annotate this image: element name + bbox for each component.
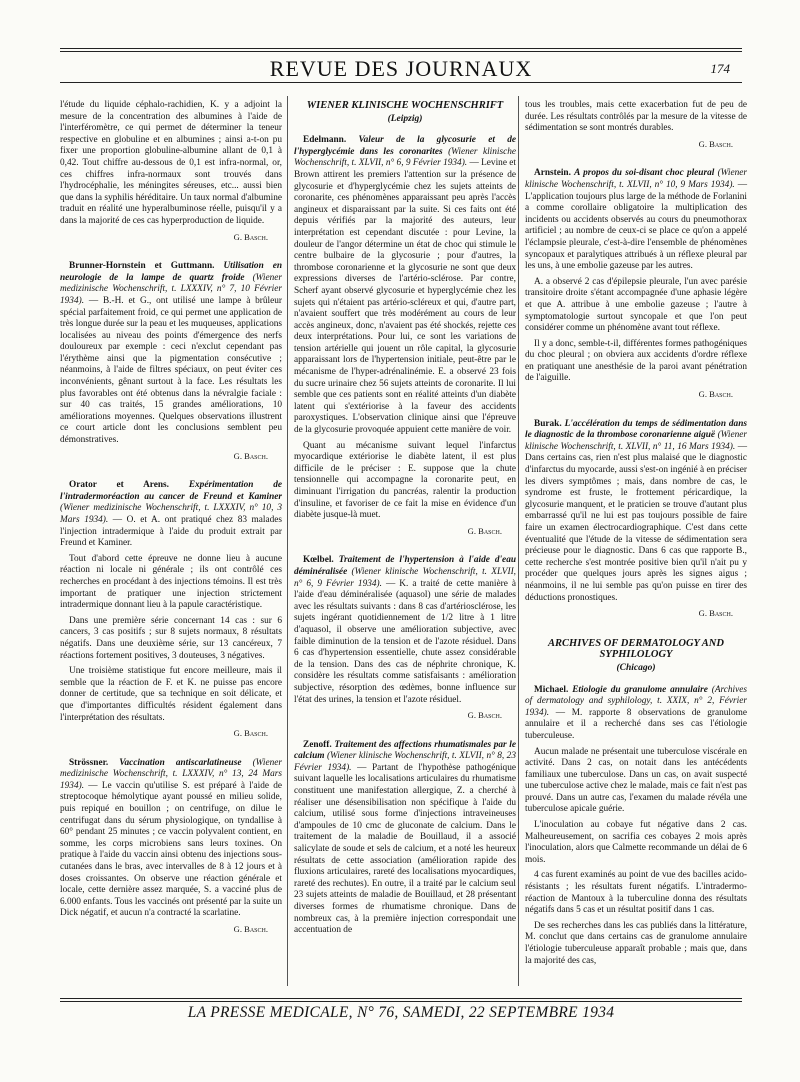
paragraph: Dans une première série concernant 14 cas : sur 6 cancers, 3 cas positifs ; sur 8 sujets normaux, 8 résultats négatifs. Dans une deuxième série, sur 13 cancéreux, 7 réactions fortement positives, 3 douteuses, 3 négatives.: [60, 615, 282, 661]
author-signature: G. Basch.: [233, 450, 268, 461]
author-signature: G. Basch.: [233, 924, 268, 934]
article-reference: (Wiener klinische Wochenschrift, t. XLVII, n° 10, 9 Mars 1934).: [525, 168, 747, 190]
page-footer: [60, 996, 742, 1022]
article-lead: [60, 480, 282, 550]
article-lead: [294, 555, 516, 706]
article-lead: [294, 740, 516, 937]
paragraph: l'étude du liquide céphalo-rachidien, K. y a adjoint la mesure de la concentration des albumines à l'aide de l'interféromètre, ce qui permet de déterminer la teneur respective en globuline et en albumines ; ainsi a-t-on pu fixer une proportion globuline-albumine allant de 0,1 à 0,42. Tout chiffre au-dessous de 0,1 est infra-normal, or, ces chiffres infra-normaux sont trouvés dans l'hydrocéphalie, les méningites séreuses, etc... aussi bien que dans la syphilis héréditaire. Un taux normal d'albumine traduit en réalité une hyperalbuminose réelle, puisqu'il y a dans la majorité de ces cas hyperproduction de liquide.: [60, 100, 282, 226]
article-title: Expérimentation de l'intradermoréaction au cancer de Freund et Kaminer: [60, 480, 283, 502]
article-burak: [525, 419, 747, 620]
author-signature: G. Basch.: [467, 525, 502, 536]
article-body: — Dans certains cas, rien n'est plus malaisé que le diagnostic d'infarctus du myocarde, aussi s'est-on ingénié à en préciser les divers symptômes ; mais, dans nombre de cas, le syndrome est fruste, le frottement péricardique, la glycosurie manquent, et le praticien se trouve d'autant plus embarrassé qu'il ne lui est pas toujours possible de faire faire un examen électrocardiographique. C'est dans cette éventualité que l'étude de la vitesse de sédimentation sera précieuse pour le diagnostic. Dans 6 cas que rapporte B., cette recherche s'est montrée positive bien qu'il n'ait pu y procéder que quelques jours après les signes aigus ; néanmoins, il ne lui semble pas qu'on puisse en tirer des déductions pronostiques.: [525, 441, 748, 603]
article-title: Traitement de l'hypertension à l'aide d'eau déminéralisée: [294, 555, 517, 577]
article-strossner: [60, 758, 282, 936]
paragraph: 4 cas furent examinés au point de vue des bacilles acido-résistants ; les résultats furent négatifs. L'intradermo-réaction de Mantoux à la tuberculine donna des résultats négatifs dans 5 cas et un résultat positif dans 1 cas.: [525, 870, 747, 916]
article-arnstein: [525, 168, 747, 400]
footer-text: LA PRESSE MEDICALE, N° 76, SAMEDI, 22 SEPTEMBRE 1934: [187, 1004, 615, 1021]
article-title: A propos du soi-disant choc pleural: [574, 168, 715, 179]
page-header: [60, 48, 742, 80]
paragraph: tous les troubles, mais cette exacerbation fut de peu de durée. Les résultats contrôlés par la mesure de la vitesse de sédimentation se sont montrés durables.: [525, 100, 747, 134]
column-divider: [518, 96, 519, 986]
paragraph: De ses recherches dans les cas publiés dans la littérature, M. conclut que dans certains cas de granulome annulaire l'étiologie tuberculeuse apparaît probable ; mais que, dans la majorité des cas,: [525, 920, 747, 966]
column-right: [525, 100, 747, 971]
paragraph: Il y a donc, semble-t-il, différentes formes pathogéniques du choc pleural ; on obviera aux accidents d'ordre réflexe en pratiquant une anesthésie de la paroi avant pénétration de l'aiguille.: [525, 338, 747, 384]
article-reference: (Wiener klinische Wochenschrift, t. XLVII, n° 11, 16 Mars 1934).: [525, 430, 747, 452]
article-body: — B.-H. et G., ont utilisé une lampe à brûleur spécial parfaitement froid, ce qui permet une application de très longue durée sur la peau et les muqueuses, applications localisées au niveau des points d'émergence des nerfs douloureux par exemple : ceci n'exclut cependant pas l'érythème ainsi que la pigmentation consécutive ; néanmoins, à l'aide de filtres spéciaux, on peut éviter ces inconvénients, gênant surtout à la face. Les résultats les plus favorables ont été obtenus dans la névralgie faciale : sur 40 cas traités, 15 grandes améliorations, 10 améliorations moyennes. Quelques observations illustrent ce court article dont les conclusions semblent peu démonstratives.: [60, 295, 282, 446]
footer-rule: [60, 998, 742, 999]
article-edelmann: [294, 135, 516, 537]
article-lead: [60, 261, 282, 447]
article-body: — K. a traité de cette manière à l'aide d'eau déminéralisée (aquasol) une série de malades avec les résultats suivants : dans 8 cas d'artériosclérose, les sujets ingérant quotidiennement de 1/2 litre à 1 litre d'aquasol, il observe une amélioration subjective, avec faible diminution de la tension et de l'azote résiduel. Dans 6 cas d'hypertension essentielle, chute assez considérable de la tension. Dans des cas de néphrite chronique, K. considère les résultats comme satisfaisants : amélioration subjective, résorption des œdèmes, bonne influence sur l'état des urines, la tension et l'azote résiduel.: [294, 578, 516, 705]
article-reference: (Wiener medizinische Wochenschrift, t. LXXXIV, n° 10, 3 Mars 1934).: [60, 503, 282, 525]
author-signature: G. Basch.: [233, 728, 268, 739]
article-authors: Zenoff.: [303, 739, 332, 750]
header-rule: [60, 51, 742, 52]
article-brunner-guttmann: [60, 261, 282, 462]
paragraph: Quant au mécanisme suivant lequel l'infarctus myocardique extériorise le diabète latent, il est plus difficile de le préciser : E. suppose que la chute tensionnelle qui accompagne la coronarite peut, en diminuant l'irrigation du pancréas, ralentir la production d'insuline, et favoriser de ce fait la mise en évidence d'un diabète jusque-là muet.: [294, 440, 516, 521]
header-rule: [60, 82, 742, 83]
article-authors: Michael.: [534, 684, 569, 695]
article-authors: Arnstein.: [534, 168, 571, 179]
article-title: Etiologie du granulome annulaire: [572, 684, 708, 695]
article-body: — M. rapporte 8 observations de granulome annulaire et il a recherché dans ses cas l'étiologie tuberculeuse.: [525, 707, 748, 741]
article-reference: (Wiener klinische Wochenschrift, t. XLVII, n° 6, 9 Février 1934).: [294, 566, 516, 589]
article-reference: (Wiener medizinische Wochenschrift, t. LXXXIV, n° 13, 24 Mars 1934).: [60, 757, 282, 791]
article-body: — Partant de l'hypothèse pathogénique suivant laquelle les localisations articulaires du rhumatisme constituent une manifestation allergique, Z. a cherché à réaliser une désensibilisation non spécifique à l'aide du calcium, utilisé sous forme d'injections intraveineuses d'ampoules de 10 cmc de gluconate de calcium. Dans le traitement de la maladie de Bouillaud, il a associé salicylate de soude et sels de calcium, et a noté les heureux résultats de cette association (amélioration rapide des fluxions articulaires, rareté des localisations myocardiques, rareté des rechutes). En outre, il a traité par le calcium seul 23 sujets atteints de maladie de Bouillaud, et 28 présentant diverses formes de rhumatisme chronique. Dans de nombreux cas, à la première injection correspondait une accentuation de: [294, 762, 516, 936]
article-body: — Levine et Brown attirent les premiers l'attention sur la présence de glycosurie et d'hyperglycémie chez les sujets atteints de coronarite, ces phénomènes apparaissant peu après l'accès angineux et disparaissant par la suite. Si ces faits ont été depuis vérifiés par la majorité des auteurs, leur interprétation est cependant discutée : pour Levine, la douleur de l'angor détermine un état de choc qui stimule le centre bulbaire de la glycosurie ; pour d'autres, la thrombose coronarienne et la glycosurie ne sont que deux expressions diverses de l'artério-sclérose. Par contre, Scherf ayant observé glycosurie et hyperglycémie chez les sujets qui n'étaient pas artério-scléreux et qui, d'autre part, n'avaient souffert que très modérément au cours de leur accès angineux, donc, n'avaient pas été shockés, rejette ces deux interprétations. Pour lui, ce sont les variations de tension artérielle qui jouent un rôle capital, la glycosurie apparaissant lors de l'hypertension initiale, peut-être par le mécanisme de l'hyper-adrénalinémie. E. a observé 23 fois du sucre urinaire chez 56 sujets atteints de coronarite. Il lui semble que ces patients sont en réalité atteints d'un diabète latent qui s'extériorise à la faveur des accidents paroxystiques. L'observation clinique ainsi que l'épreuve de la glycosurie provoquée appuient cette manière de voir.: [294, 158, 517, 436]
article-zenoff: [294, 740, 516, 937]
article-reference: (Wiener medizinische Wochenschrift, t. LXXXIV, n° 7, 10 Février 1934).: [60, 272, 282, 306]
article-body: — L'application toujours plus large de la méthode de Forlanini a comme corollaire obligatoire la multiplication des incidents ou accidents observés au cours du pneumothorax artificiel ; au nombre de ceux-ci se place ce qu'on a appelé l'éclampsie pleurale, c'est-à-dire l'ensemble de phénomènes syncopaux et paralytiques attribués à un réflexe pleural par les uns, à une embolie gazeuse par les autres.: [525, 179, 748, 272]
column-divider: [287, 96, 288, 986]
article-reference: (Wiener klinische Wochenschrift, t. XLVII, n° 8, 23 Février 1934).: [294, 751, 516, 773]
paragraph: Aucun malade ne présentait une tuberculose viscérale en activité. Dans 2 cas, on notait dans les antécédents familiaux une tuberculose. Dans un cas, on avait suspecté une tuberculose active chez le malade, mais ce fait n'est pas prouvé. Dans un autre cas, l'examen du malade révéla une tuberculose apicale guérie.: [525, 746, 747, 815]
article-title: Vaccination antiscarlatineuse: [119, 757, 242, 768]
author-signature: G. Basch.: [698, 608, 733, 619]
column-left: [60, 100, 282, 954]
article-lead: [294, 135, 516, 436]
paragraph: Tout d'abord cette épreuve ne donne lieu à aucune réaction ni locale ni générale ; ils ont contrôlé ces recherches en procédant à des injections témoins. Il est très important de pratiquer une injection strictement intradermique donnant lieu à la papule caractéristique.: [60, 553, 282, 611]
author-signature: G. Basch.: [698, 138, 733, 149]
article-title: Valeur de la glycosurie et de l'hyperglycémie dans les coronarites: [294, 135, 516, 157]
article-reference: (Archives of dermatology and syphilology, t. XXIX, n° 2, Février 1934).: [525, 684, 747, 718]
author-signature: G. Basch.: [467, 710, 502, 721]
paragraph: L'inoculation au cobaye fut négative dans 2 cas. Malheureusement, on sacrifia ces cobayes 2 mois après l'inoculation, alors que Calmette recommande un délai de 6 mois.: [525, 820, 747, 865]
paragraph: A. a observé 2 cas d'épilepsie pleurale, l'un avec parésie transitoire droite s'étant accompagnée d'une aphasie légère et que A. attribue à une embolie gazeuse ; l'autre à symptomatologie surtout syncopale et que l'on peut considérer comme un phénomène avant tout réflexe.: [525, 276, 747, 334]
article-orator-arens: [60, 480, 282, 739]
paragraph: Une troisième statistique fut encore meilleure, mais il semble que la réaction de F. et K. ne puisse pas encore donner de certitude, que sa technique en soit délicate, et que d'importantes difficultés résident également dans l'interprétation des résultats.: [60, 666, 282, 723]
article-title: Utilisation en neurologie de la lampe de quartz froide: [60, 261, 283, 283]
article-authors: Edelmann.: [303, 135, 347, 146]
header-rule: [60, 48, 742, 49]
article-title: Traitement des affections rhumatismales par le calcium: [294, 739, 517, 762]
article-body: — Le vaccin qu'utilise S. est préparé à l'aide de streptocoque hémolytique ayant poussé en milieu solide, puis repiqué en bouillon ; on centrifuge, on dilue le centrifugat dans du sérum physiologique, on tyndallise à 60° pendant 25 minutes ; ce vaccin polyvalent contient, en somme, les corps microbiens sans leurs toxines. On pratique à l'aide du vaccin ainsi obtenu des injections sous-cutanées dans le bras, avec intervalles de 8 à 12 jours et à doses croissantes. On observe une réaction générale et locale, cette dernière assez marquée, S. a vacciné plus de 6.000 enfants. Tous les vaccinés ont présenté par la suite un Dick négatif, et aucun n'a contracté la scarlatine.: [60, 780, 283, 919]
article-title: L'accélération du temps de sédimentation dans le diagnostic de la thrombose coronarienne aiguë: [525, 418, 747, 441]
article-michael: [525, 685, 747, 968]
journal-city: (Leipzig): [387, 113, 423, 124]
journal-heading: WIENER KLINISCHE WOCHENSCHRIFT: [306, 100, 504, 111]
article-authors: Burak.: [534, 418, 562, 429]
article-authors: Brunner-Hornstein et Guttmann.: [69, 261, 215, 272]
page-title: REVUE DES JOURNAUX: [269, 56, 533, 81]
column-middle: [294, 100, 516, 941]
page-number: 174: [710, 61, 730, 76]
author-signature: G. Basch.: [698, 389, 733, 400]
footer-rule: [60, 1001, 742, 1002]
article-authors: Strössner.: [69, 757, 109, 768]
article-body: — O. et A. ont pratiqué chez 83 malades l'injection intradermique à l'aide du produit extrait par Freund et Kaminer.: [60, 515, 283, 549]
article-koelbel: [294, 555, 516, 721]
article-lead: [525, 168, 747, 272]
article-lead: [525, 685, 747, 743]
article-lead: [60, 758, 282, 920]
article-authors: Kœlbel.: [303, 555, 334, 566]
author-signature: G. Basch.: [233, 231, 268, 242]
journal-city: (Chicago): [616, 662, 656, 673]
journal-heading: ARCHIVES OF DERMATOLOGY AND SYPHILOLOGY: [548, 637, 724, 661]
article-reference: (Wiener klinische Wochenschrift, t. XLVII, n° 6, 9 Février 1934).: [294, 146, 516, 169]
article-lead: [525, 419, 747, 605]
article-authors: Orator et Arens.: [69, 480, 169, 491]
